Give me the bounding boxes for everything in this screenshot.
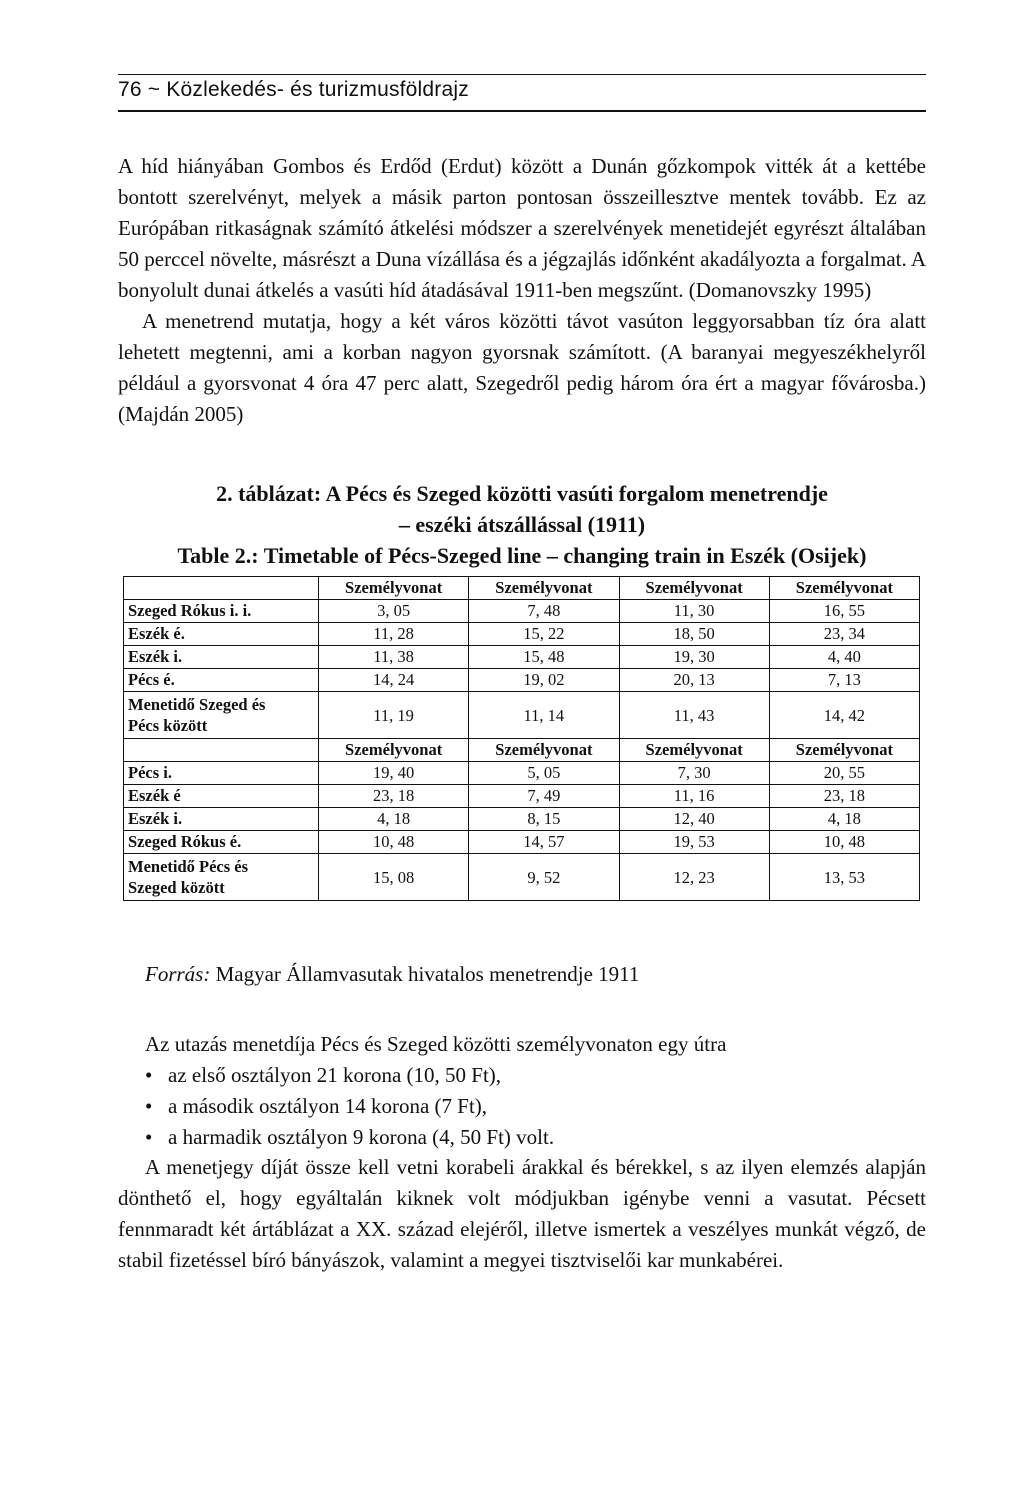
time-cell: 20, 55 xyxy=(769,762,919,785)
fare-list xyxy=(118,1060,926,1153)
duration-label-line-1: Menetidő Pécs és xyxy=(128,857,249,876)
time-cell: 11, 30 xyxy=(619,600,769,623)
station-label: Eszék é. xyxy=(124,623,319,646)
column-header: Személyvonat xyxy=(469,739,619,762)
duration-label xyxy=(124,692,319,739)
bullet-icon: • xyxy=(145,1094,153,1118)
table-row xyxy=(124,831,920,854)
source-line xyxy=(145,962,639,987)
duration-label-line-2: Pécs között xyxy=(128,716,208,735)
table-row xyxy=(124,646,920,669)
time-cell: 8, 15 xyxy=(469,808,619,831)
intro-text xyxy=(118,151,926,430)
time-cell: 20, 13 xyxy=(619,669,769,692)
duration-cell: 15, 08 xyxy=(319,854,469,901)
duration-cell: 13, 53 xyxy=(769,854,919,901)
table-row xyxy=(124,623,920,646)
duration-label-line-2: Szeged között xyxy=(128,878,225,897)
list-item-text: a második osztályon 14 korona (7 Ft), xyxy=(168,1094,488,1118)
time-cell: 5, 05 xyxy=(469,762,619,785)
duration-label-line-1: Menetidő Szeged és xyxy=(128,695,266,714)
list-item xyxy=(118,1122,926,1153)
source-text: Magyar Államvasutak hivatalos menetrendje 1911 xyxy=(210,962,640,986)
table-row xyxy=(124,785,920,808)
timetable xyxy=(123,576,920,901)
duration-row xyxy=(124,692,920,739)
closing-text xyxy=(118,1152,926,1276)
source-label: Forrás: xyxy=(145,962,211,986)
time-cell: 14, 24 xyxy=(319,669,469,692)
column-header: Személyvonat xyxy=(469,577,619,600)
time-cell: 19, 30 xyxy=(619,646,769,669)
column-header: Személyvonat xyxy=(619,739,769,762)
time-cell: 10, 48 xyxy=(769,831,919,854)
time-cell: 15, 22 xyxy=(469,623,619,646)
header-row-2 xyxy=(124,739,920,762)
time-cell: 4, 18 xyxy=(319,808,469,831)
time-cell: 16, 55 xyxy=(769,600,919,623)
duration-cell: 11, 43 xyxy=(619,692,769,739)
time-cell: 11, 38 xyxy=(319,646,469,669)
station-label: Pécs i. xyxy=(124,762,319,785)
intro-paragraph-2: A menetrend mutatja, hogy a két város közötti távot vasúton leggyorsabban tíz óra alatt lehetett megtenni, ami a korban nagyon gyorsnak számított. (A baranyai megyeszékhelyről például a gyorsvonat 4 óra 47 perc alatt, Szegedről pedig három óra ért a magyar fővárosba.) (Majdán 2005) xyxy=(118,309,926,426)
column-header: Személyvonat xyxy=(769,739,919,762)
list-item-text: a harmadik osztályon 9 korona (4, 50 Ft) volt. xyxy=(168,1125,555,1149)
station-label: Eszék é xyxy=(124,785,319,808)
time-cell: 12, 40 xyxy=(619,808,769,831)
page-header xyxy=(118,72,926,112)
time-cell: 7, 13 xyxy=(769,669,919,692)
bullet-icon: • xyxy=(145,1125,153,1149)
column-header: Személyvonat xyxy=(619,577,769,600)
caption-line-1: 2. táblázat: A Pécs és Szeged közötti vasúti forgalom menetrendje xyxy=(216,481,828,506)
station-label: Pécs é. xyxy=(124,669,319,692)
time-cell: 23, 34 xyxy=(769,623,919,646)
time-cell: 7, 30 xyxy=(619,762,769,785)
time-cell: 7, 48 xyxy=(469,600,619,623)
bullet-icon: • xyxy=(145,1063,153,1087)
time-cell: 3, 05 xyxy=(319,600,469,623)
duration-cell: 11, 19 xyxy=(319,692,469,739)
station-label: Szeged Rókus é. xyxy=(124,831,319,854)
running-head: 76 ~ Közlekedés- és turizmusföldrajz xyxy=(118,78,469,101)
header-row-1 xyxy=(124,577,920,600)
time-cell: 19, 53 xyxy=(619,831,769,854)
table-row xyxy=(124,808,920,831)
fare-lead: Az utazás menetdíja Pécs és Szeged közötti személyvonaton egy útra xyxy=(145,1032,727,1056)
column-header: Személyvonat xyxy=(769,577,919,600)
column-header: Személyvonat xyxy=(319,577,469,600)
time-cell: 23, 18 xyxy=(769,785,919,808)
duration-cell: 11, 14 xyxy=(469,692,619,739)
station-label: Eszék i. xyxy=(124,646,319,669)
time-cell: 10, 48 xyxy=(319,831,469,854)
duration-row xyxy=(124,854,920,901)
time-cell: 15, 48 xyxy=(469,646,619,669)
table-row xyxy=(124,762,920,785)
table-caption xyxy=(118,478,926,571)
time-cell: 23, 18 xyxy=(319,785,469,808)
time-cell: 11, 28 xyxy=(319,623,469,646)
time-cell: 19, 40 xyxy=(319,762,469,785)
fare-section xyxy=(118,1029,926,1153)
corner-cell xyxy=(124,577,319,600)
list-item xyxy=(118,1060,926,1091)
list-item xyxy=(118,1091,926,1122)
station-label: Eszék i. xyxy=(124,808,319,831)
closing-paragraph: A menetjegy díját össze kell vetni korabeli árakkal és bérekkel, s az ilyen elemzés alapján dönthető el, hogy egyáltalán kiknek volt módjukban igénybe venni a vasutat. Pécsett fennmaradt két ártáblázat a XX. század elejéről, illetve ismertek a veszélyes munkát végző, de stabil fizetéssel bíró bányászok, valamint a megyei tisztviselői kar munkabérei. xyxy=(118,1155,926,1272)
list-item-text: az első osztályon 21 korona (10, 50 Ft), xyxy=(168,1063,502,1087)
caption-line-2: – eszéki átszállással (1911) xyxy=(398,512,646,537)
table-row xyxy=(124,669,920,692)
time-cell: 19, 02 xyxy=(469,669,619,692)
duration-cell: 12, 23 xyxy=(619,854,769,901)
intro-paragraph-1: A híd hiányában Gombos és Erdőd (Erdut) között a Dunán gőzkompok vitték át a kettébe bontott szerelvényt, melyek a másik parton pontosan összeillesztve mentek tovább. Ez az Európában ritkaságnak számító átkelési módszer a szerelvények menetidejét egyrészt általában 50 perccel növelte, másrészt a Duna vízállása és a jégzajlás időnként akadályozta a forgalmat. A bonyolult dunai átkelés a vasúti híd átadásával 1911-ben megszűnt. (Domanovszky 1995) xyxy=(118,154,926,302)
station-label: Szeged Rókus i. i. xyxy=(124,600,319,623)
time-cell: 18, 50 xyxy=(619,623,769,646)
duration-cell: 14, 42 xyxy=(769,692,919,739)
time-cell: 4, 18 xyxy=(769,808,919,831)
duration-label xyxy=(124,854,319,901)
header-rule xyxy=(118,74,926,75)
time-cell: 11, 16 xyxy=(619,785,769,808)
time-cell: 14, 57 xyxy=(469,831,619,854)
column-header: Személyvonat xyxy=(319,739,469,762)
corner-cell xyxy=(124,739,319,762)
duration-cell: 9, 52 xyxy=(469,854,619,901)
time-cell: 4, 40 xyxy=(769,646,919,669)
time-cell: 7, 49 xyxy=(469,785,619,808)
table-row xyxy=(124,600,920,623)
caption-line-3: Table 2.: Timetable of Pécs-Szeged line – changing train in Eszék (Osijek) xyxy=(177,543,867,568)
